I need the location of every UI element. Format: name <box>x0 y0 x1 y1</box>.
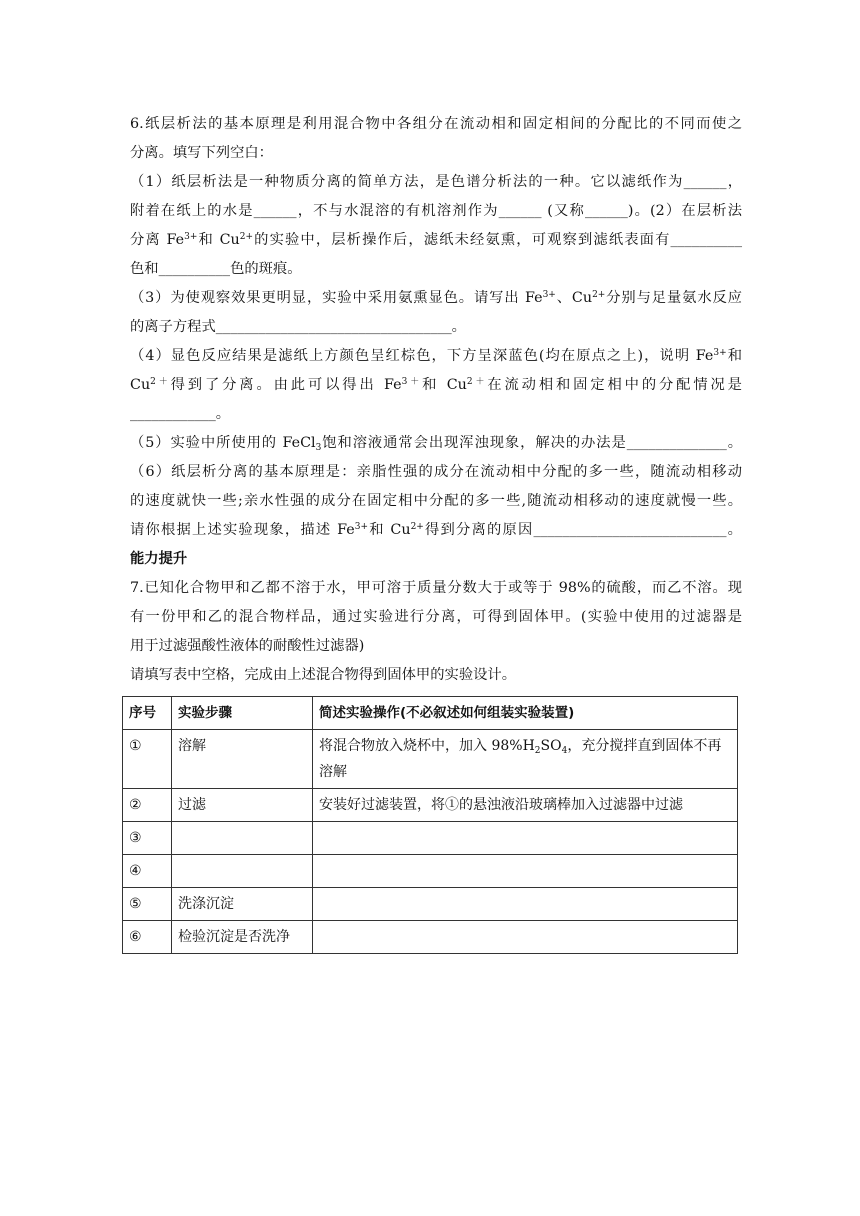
cell-step[interactable] <box>172 822 313 855</box>
q6-line-9: （4）显色反应结果是滤纸上方颜色呈红棕色，下方呈深蓝色(均在原点之上)，说明 $Fe^{3+}$和 <box>130 348 742 364</box>
table-row <box>123 822 738 855</box>
cell-step: 过滤 <box>172 789 313 822</box>
cell-operation: 将混合物放入烧杯中，加入 $98\%H_2SO_4$，充分搅拌直到固体不再溶解 <box>313 730 738 789</box>
cell-operation: 安装好过滤装置，将①的悬浊液沿玻璃棒加入过滤器中过滤 <box>313 789 738 822</box>
q6-line-10: $Cu^{2+}$得到了分离。由此可以得出 $Fe^{3+}$和 $Cu^{2+}$在流动相和固定相中的分配情况是 <box>130 377 742 393</box>
experiment-table <box>122 696 738 954</box>
q6-line-2: 分离。填写下列空白： <box>130 145 273 161</box>
question-6 <box>130 110 742 545</box>
q6-line-8: 的离子方程式_________________________________。 <box>130 319 466 335</box>
document-page <box>130 110 742 954</box>
header-operation: 简述实验操作(不必叙述如何组装实验装置) <box>313 697 738 730</box>
q6-line-6: 色和__________色的斑痕。 <box>130 261 302 277</box>
cell-no: ② <box>123 789 172 822</box>
q7-line-2: 有一份甲和乙的混合物样品，通过实验进行分离，可得到固体甲。(实验中使用的过滤器是 <box>130 609 742 625</box>
q7-line-3: 用于过滤强酸性液体的耐酸性过滤器) <box>130 638 365 654</box>
header-no: 序号 <box>123 697 172 730</box>
cell-step: 溶解 <box>172 730 313 789</box>
cell-no: ③ <box>123 822 172 855</box>
cell-no: ④ <box>123 855 172 888</box>
q6-line-13: （6）纸层析分离的基本原理是：亲脂性强的成分在流动相中分配的多一些，随流动相移动 <box>130 464 742 480</box>
q6-line-5: 分离 $Fe^{3+}$和 $Cu^{2+}$的实验中，层析操作后，滤纸未经氨熏，可观察到滤纸表面有__________ <box>130 232 742 248</box>
cell-operation[interactable] <box>313 888 738 921</box>
table-row <box>123 921 738 954</box>
question-7 <box>130 574 742 690</box>
table-row <box>123 888 738 921</box>
q6-line-11: ____________。 <box>130 406 231 422</box>
q6-line-15: 请你根据上述实验现象，描述 $Fe^{3+}$和 $Cu^{2+}$得到分离的原因___________________________。 <box>130 522 742 538</box>
q6-line-4: 附着在纸上的水是______，不与水混溶的有机溶剂作为______ (又称______)。(2）在层析法 <box>130 203 742 219</box>
cell-step: 检验沉淀是否洗净 <box>172 921 313 954</box>
cell-step[interactable] <box>172 855 313 888</box>
q6-line-14: 的速度就快一些;亲水性强的成分在固定相中分配的多一些,随流动相移动的速度就慢一些。 <box>130 493 742 509</box>
table-row <box>123 789 738 822</box>
cell-no: ⑥ <box>123 921 172 954</box>
cell-operation[interactable] <box>313 855 738 888</box>
q7-line-1: 7.已知化合物甲和乙都不溶于水，甲可溶于质量分数大于或等于 98%的硫酸，而乙不溶。现 <box>130 580 742 596</box>
q6-line-1: 6.纸层析法的基本原理是利用混合物中各组分在流动相和固定相间的分配比的不同而使之 <box>130 116 742 132</box>
cell-operation[interactable] <box>313 822 738 855</box>
cell-no: ① <box>123 730 172 789</box>
q6-line-3: （1）纸层析法是一种物质分离的简单方法，是色谱分析法的一种。它以滤纸作为______， <box>130 174 742 190</box>
q6-line-12: （5）实验中所使用的 FeCl$_3$饱和溶液通常会出现浑浊现象，解决的办法是______________。 <box>130 435 743 453</box>
table-header-row <box>123 697 738 730</box>
header-step: 实验步骤 <box>172 697 313 730</box>
section-title: 能力提升 <box>130 551 188 567</box>
table-row <box>123 730 738 789</box>
table-row <box>123 855 738 888</box>
cell-no: ⑤ <box>123 888 172 921</box>
q7-line-4: 请填写表中空格，完成由上述混合物得到固体甲的实验设计。 <box>130 667 517 683</box>
cell-step: 洗涤沉淀 <box>172 888 313 921</box>
q6-line-7: （3）为使观察效果更明显，实验中采用氨熏显色。请写出 $Fe^{3+}$、$Cu^{2+}$分别与足量氨水反应 <box>130 290 742 306</box>
cell-operation[interactable] <box>313 921 738 954</box>
